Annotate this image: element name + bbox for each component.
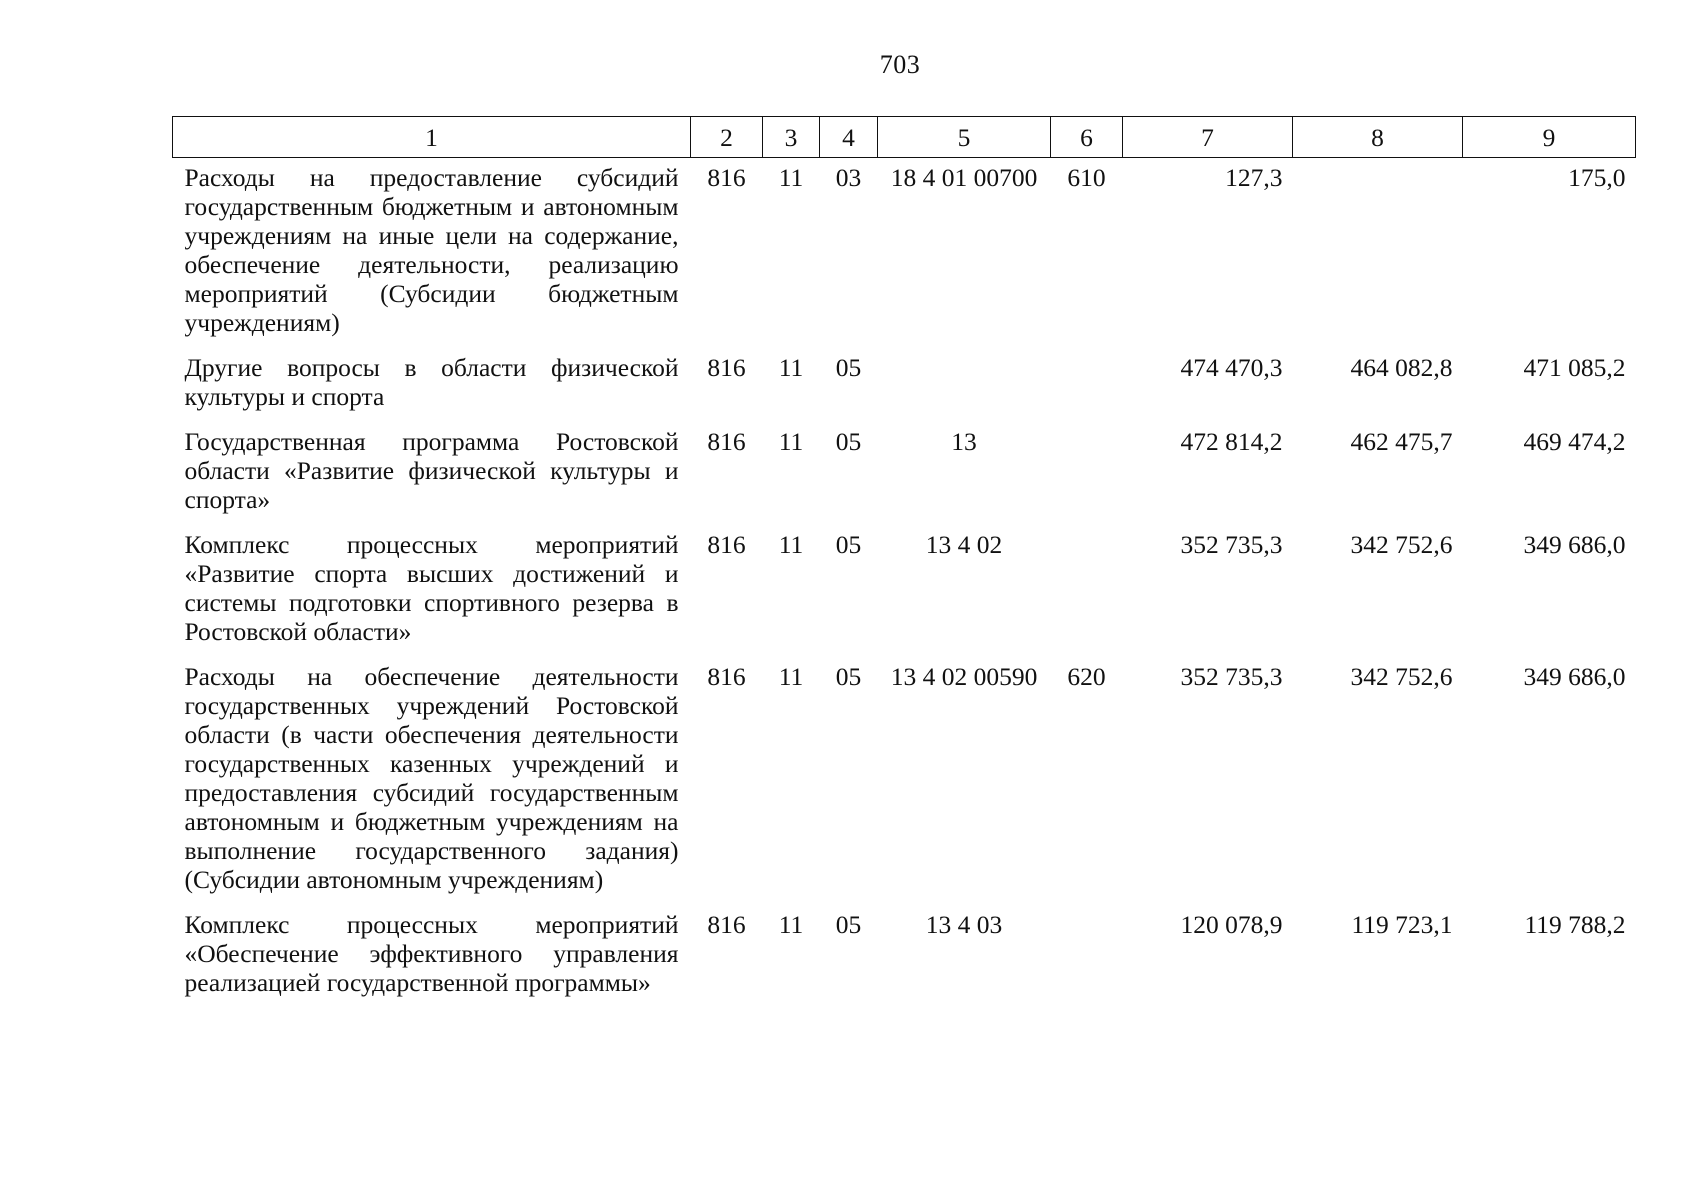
amount-col7: 127,3 (1225, 163, 1283, 192)
table-row (173, 158, 1636, 349)
amount-col7: 472 814,2 (1180, 427, 1283, 456)
target-article-code: 13 4 02 (925, 530, 1003, 559)
column-header: 8 (1293, 117, 1463, 158)
table-row (173, 422, 1636, 525)
budget-table (172, 116, 1636, 1008)
table-header (173, 117, 1636, 158)
target-article-code: 13 (951, 427, 977, 456)
subsection-code: 05 (835, 910, 862, 939)
row-description: Комплекс процессных мероприятий «Развитие спорта высших достижений и системы подготовки спортивного резерва в Ростовской области» (184, 530, 679, 646)
section-code: 11 (778, 662, 804, 691)
amount-col9: 349 686,0 (1523, 662, 1626, 691)
amount-col7: 120 078,9 (1180, 910, 1283, 939)
target-article-code: 18 4 01 00700 (890, 163, 1038, 192)
column-header: 6 (1051, 117, 1123, 158)
amount-col8: 119 723,1 (1351, 910, 1453, 939)
expense-type-code: 610 (1067, 163, 1106, 192)
amount-col7: 474 470,3 (1180, 353, 1283, 382)
amount-col9: 175,0 (1568, 163, 1626, 192)
expense-type-code (1051, 525, 1123, 657)
target-article-code: 13 4 02 00590 (890, 662, 1038, 691)
header-row (173, 117, 1636, 158)
amount-col8: 464 082,8 (1350, 353, 1453, 382)
table-body (173, 158, 1636, 1009)
section-code: 11 (778, 163, 804, 192)
amount-col8: 342 752,6 (1350, 530, 1453, 559)
subsection-code: 05 (835, 530, 862, 559)
amount-col9: 349 686,0 (1523, 530, 1626, 559)
expense-type-code (1051, 348, 1123, 422)
row-description: Государственная программа Ростовской области «Развитие физической культуры и спорта» (184, 427, 679, 514)
subsection-code: 05 (835, 662, 862, 691)
column-header: 1 (173, 117, 691, 158)
expense-type-code (1051, 422, 1123, 525)
amount-col8 (1293, 158, 1463, 349)
ministry-code: 816 (707, 427, 746, 456)
row-description: Другие вопросы в области физической культуры и спорта (184, 353, 679, 411)
amount-col9: 469 474,2 (1523, 427, 1626, 456)
amount-col7: 352 735,3 (1180, 662, 1283, 691)
section-code: 11 (778, 530, 804, 559)
column-header: 9 (1463, 117, 1636, 158)
ministry-code: 816 (707, 662, 746, 691)
ministry-code: 816 (707, 530, 746, 559)
ministry-code: 816 (707, 910, 746, 939)
amount-col9: 119 788,2 (1524, 910, 1626, 939)
section-code: 11 (778, 427, 804, 456)
table-row (173, 348, 1636, 422)
subsection-code: 05 (835, 353, 862, 382)
amount-col8: 342 752,6 (1350, 662, 1453, 691)
ministry-code: 816 (707, 353, 746, 382)
page-number: 703 (879, 50, 921, 79)
row-description: Расходы на обеспечение деятельности государственных учреждений Ростовской области (в части обеспечения деятельности государственных казенных учреждений и предоставления субсидий государственным автономным и бюджетным учреждениям на выполнение государственного задания) (Субсидии автономным учреждениям) (184, 662, 679, 894)
column-header: 2 (691, 117, 763, 158)
section-code: 11 (778, 353, 804, 382)
expense-type-code: 620 (1067, 662, 1106, 691)
ministry-code: 816 (707, 163, 746, 192)
table-row (173, 905, 1636, 1008)
target-article-code: 13 4 03 (925, 910, 1003, 939)
table-row (173, 657, 1636, 905)
column-header: 4 (820, 117, 878, 158)
amount-col9: 471 085,2 (1523, 353, 1626, 382)
column-header: 3 (763, 117, 820, 158)
target-article-code (878, 348, 1051, 422)
table-row (173, 525, 1636, 657)
subsection-code: 05 (835, 427, 862, 456)
expense-type-code (1051, 905, 1123, 1008)
amount-col7: 352 735,3 (1180, 530, 1283, 559)
column-header: 7 (1123, 117, 1293, 158)
row-description: Расходы на предоставление субсидий государственным бюджетным и автономным учреждениям на иные цели на содержание, обеспечение деятельности, реализацию мероприятий (Субсидии бюджетным учреждениям) (184, 163, 679, 337)
section-code: 11 (778, 910, 804, 939)
subsection-code: 03 (835, 163, 862, 192)
column-header: 5 (878, 117, 1051, 158)
row-description: Комплекс процессных мероприятий «Обеспечение эффективного управления реализацией государственной программы» (184, 910, 679, 997)
amount-col8: 462 475,7 (1350, 427, 1453, 456)
